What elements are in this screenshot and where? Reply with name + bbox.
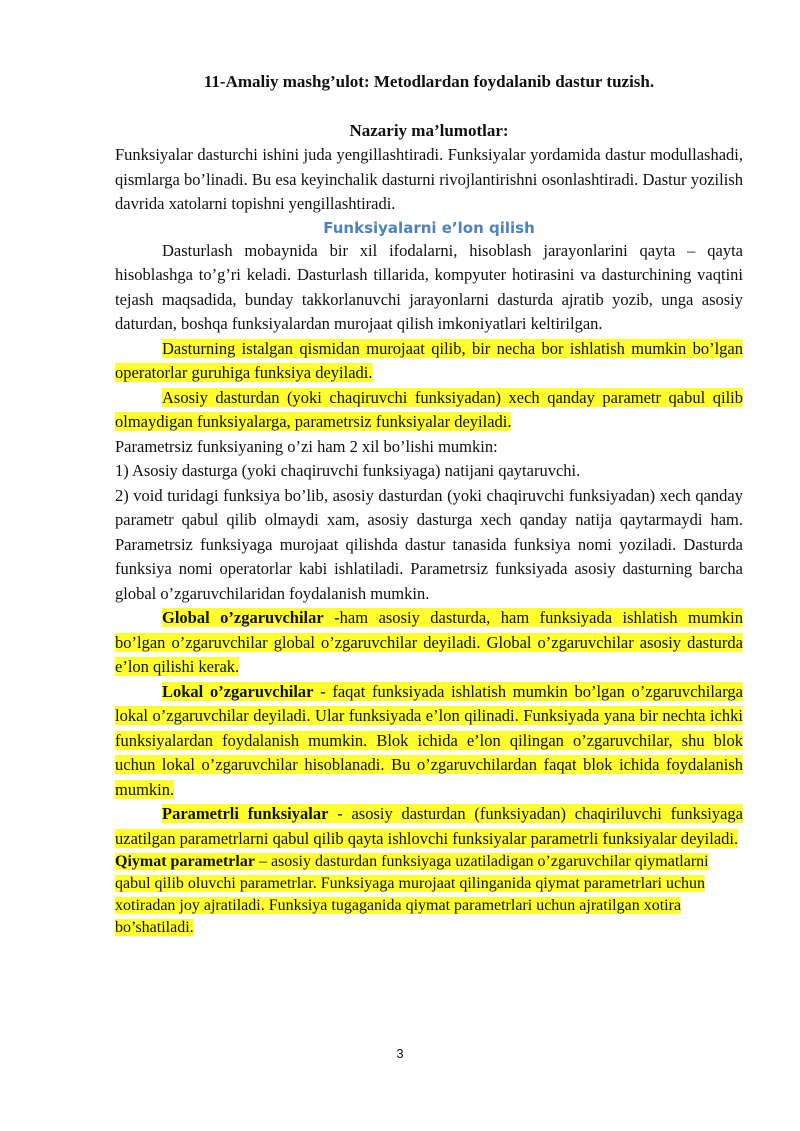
section-heading: Funksiyalarni e’lon qilish — [323, 218, 535, 237]
definition-local — [115, 680, 743, 803]
definition-parametric — [115, 802, 743, 851]
term-local: Lokal o’zgaruvchilar — [162, 681, 314, 701]
list-item-2: 2) void turidagi funksiya bo’lib, asosiy dasturdan (yoki chaqiruvchi funksiyadan) xech qanday parametr qabul qilib olmaydi xam, asosiy dasturga xech qanday natija qaytarmaydi ham. Parametrsiz funksiyaga murojaat qilishda dastur tanasida funksiya nomi yoziladi. Dasturda funksiya nomi operatorlar kabi ishlatiladi. Parametrsiz funksiyada asosiy dasturning barcha global o’zgaruvchilaridan foydalanish mumkin. — [115, 485, 743, 603]
intro-paragraph: Funksiyalar dasturchi ishini juda yengillashtiradi. Funksiyalar yordamida dastur modullashadi, qismlarga bo’linadi. Bu esa keyinchalik dasturni rivojlantirishni osonlashtiradi. Dastur yozilish davrida xatolarni topishni yengillashtiradi. — [115, 145, 743, 213]
global-description: -ham asosiy dasturda, ham funksiyada ishlatish mumkin bo’lgan o’zgaruvchilar global o’zgaruvchilar deyiladi. Global o’zgaruvchilar asosiy dasturda e’lon qilishi kerak. — [115, 608, 743, 676]
subtitle: Nazariy ma’lumotlar: — [349, 120, 509, 140]
highlight-text: Dasturning istalgan qismidan murojaat qilib, bir necha bor ishlatish mumkin bo’lgan operatorlar guruhiga funksiya deyiladi. — [115, 338, 743, 382]
definition-paramless — [115, 386, 743, 435]
parametric-description: - asosiy dasturdan (funksiyadan) chaqiriluvchi funksiyaga uzatilgan parametrlarni qabul qilib qayta ishlovchi funksiyalar parametrli funksiyalar deyiladi. — [115, 804, 743, 848]
highlight-text: Asosiy dasturdan (yoki chaqiruvchi funksiyadan) xech qanday parametr qabul qilib olmaydigan funksiyalarga, parametrsiz funksiyalar deyiladi. — [115, 387, 743, 431]
highlight-text — [115, 853, 709, 936]
highlight-text — [115, 608, 743, 676]
highlight-text — [115, 804, 743, 848]
value-params-description: – asosiy dasturdan funksiyaga uzatiladigan o’zgaruvchilar qiymatlarni qabul qilib oluvchi parametrlar. Funksiyaga murojaat qilinganida qiymat parametrlari uchun xotiradan joy ajratiladi. Funksiya tugaganida qiymat parametrlari uchun ajratilgan xotira bo’shatiladi. — [115, 853, 709, 936]
definition-function — [115, 337, 743, 386]
definition-global — [115, 606, 743, 680]
highlight-text — [115, 682, 743, 799]
paragraph-repetition: Dasturlash mobaynida bir xil ifodalarni, hisoblash jarayonlarini qayta – qayta hisoblashga to’g’ri keladi. Dasturlash tillarida, kompyuter hotirasini va dasturchining vaqtini tejash maqsadida, bunday takkorlanuvchi jarayonlarni dasturda ajratib yozib, unga asosiy daturdan, boshqa funksiyalardan murojaat qilish imkoniyatlari keltirilgan. — [115, 240, 743, 333]
document-page — [115, 70, 743, 939]
paramless-kinds: Parametrsiz funksiyaning o’zi ham 2 xil bo’lishi mumkin: — [115, 436, 498, 456]
term-value-params: Qiymat parametrlar — [115, 853, 255, 870]
page-number: 3 — [396, 1046, 404, 1061]
term-global: Global o’zgaruvchilar — [162, 608, 324, 627]
list-item-1: 1) Asosiy dasturga (yoki chaqiruvchi funksiyaga) natijani qaytaruvchi. — [115, 461, 581, 480]
page-title: 11-Amaliy mashg’ulot: Metodlardan foydalanib dastur tuzish. — [203, 72, 655, 91]
local-description: - faqat funksiyada ishlatish mumkin bo’lgan o’zgaruvchilarga lokal o’zgaruvchilar deyiladi. Ular funksiyada e’lon qilinadi. Funksiyada yana bir nechta ichki funksiyalardan foydalanish mumkin. Blok ichida e’lon qilingan o’zgaruvchilar, shu blok uchun lokal o’zgaruvchilar hisoblanadi. Bu o’zgaruvchilardan faqat blok ichida foydalanish mumkin. — [115, 681, 744, 799]
definition-value-params — [115, 851, 743, 939]
term-parametric: Parametrli funksiyalar — [162, 804, 329, 823]
